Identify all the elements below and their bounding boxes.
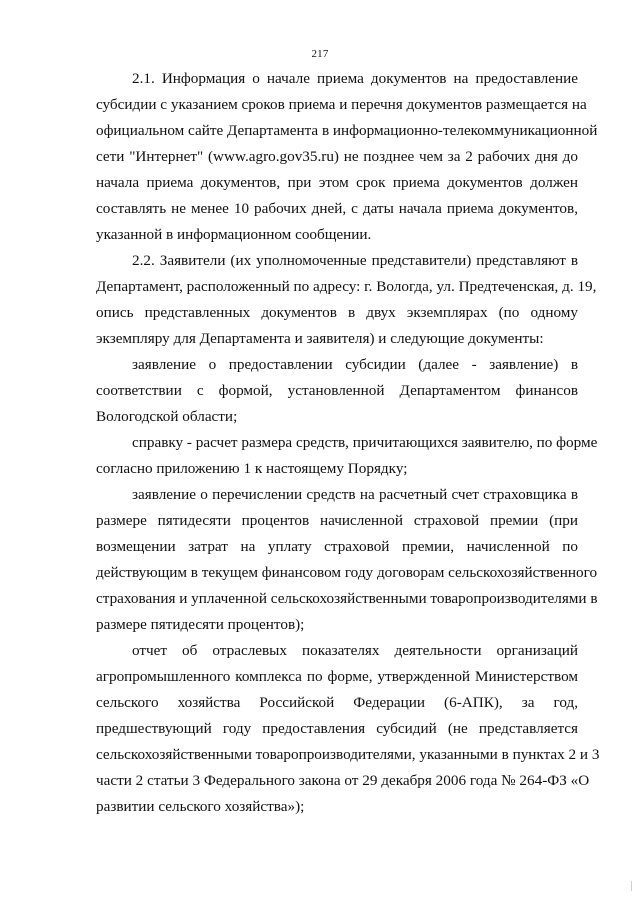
text-line: 2.2. Заявители (их уполномоченные представители) представляют в — [132, 252, 578, 269]
text-line: действующим в текущем финансовом году договорам сельскохозяйственного — [96, 564, 598, 581]
scan-edge-mark — [631, 881, 632, 891]
text-line: начала приема документов, при этом срок приема документов должен — [96, 174, 578, 191]
text-line: возмещении затрат на уплату страховой премии, начисленной по — [96, 538, 578, 555]
text-line: развитии сельского хозяйства»); — [96, 798, 305, 815]
text-line: опись представленных документов в двух экземплярах (по одному — [96, 304, 578, 321]
text-line: сельского хозяйства Российской Федерации (6-АПК), за год, — [96, 694, 578, 711]
text-line: справку - расчет размера средств, причитающихся заявителю, по форме — [132, 434, 598, 451]
text-line: составлять не менее 10 рабочих дней, с даты начала приема документов, — [96, 200, 578, 217]
page-number: 217 — [311, 48, 329, 60]
text-line: соответствии с формой, установленной Департаментом финансов — [96, 382, 578, 399]
text-line: агропромышленного комплекса по форме, утвержденной Министерством — [96, 668, 578, 685]
text-line: субсидии с указанием сроков приема и перечня документов размещается на — [96, 96, 587, 113]
text-line: предшествующий году предоставления субсидий (не представляется — [96, 720, 578, 737]
text-line: отчет об отраслевых показателях деятельности организаций — [132, 642, 578, 659]
text-line: размере пятидесяти процентов); — [96, 616, 305, 633]
text-line: части 2 статьи 3 Федерального закона от 29 декабря 2006 года № 264-ФЗ «О — [96, 772, 590, 789]
text-line: 2.1. Информация о начале приема документов на предоставление — [132, 70, 578, 87]
text-line: страхования и уплаченной сельскохозяйственными товаропроизводителями в — [96, 590, 598, 607]
text-line: экземпляру для Департамента и заявителя) и следующие документы: — [96, 330, 544, 347]
text-line: указанной в информационном сообщении. — [96, 226, 372, 243]
text-line: сети "Интернет" (www.agro.gov35.ru) не позднее чем за 2 рабочих дня до — [96, 148, 578, 165]
text-line: заявление о предоставлении субсидии (далее - заявление) в — [132, 356, 578, 373]
text-line: Вологодской области; — [96, 408, 238, 425]
text-line: Департамент, расположенный по адресу: г. Вологда, ул. Предтеченская, д. 19, — [96, 278, 597, 295]
text-line: сельскохозяйственными товаропроизводителями, указанными в пунктах 2 и 3 — [96, 746, 600, 763]
text-line: заявление о перечислении средств на расчетный счет страховщика в — [132, 486, 578, 503]
text-line: согласно приложению 1 к настоящему Порядку; — [96, 460, 408, 477]
text-line: размере пятидесяти процентов начисленной страховой премии (при — [96, 512, 578, 529]
text-line: официальном сайте Департамента в информационно-телекоммуникационной — [96, 122, 598, 139]
